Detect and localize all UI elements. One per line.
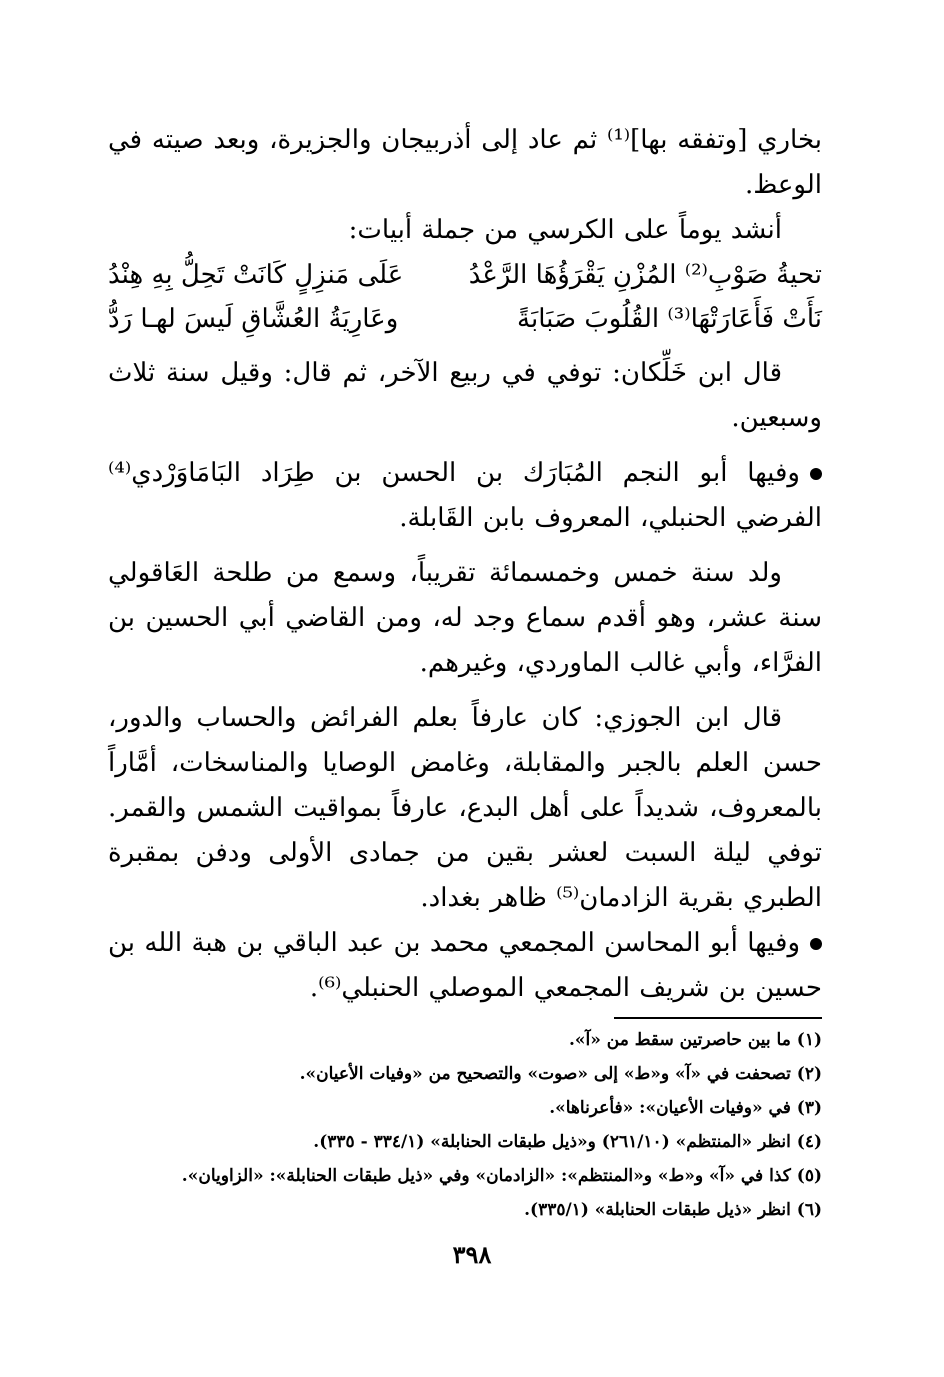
- footnote-divider: [614, 1017, 822, 1019]
- verse-line-1: [108, 253, 822, 297]
- footnote-2: (٢) تصحفت في «آ» و«ط» إلى «صوت» والتصحيح من «وفيات الأعيان».: [299, 1064, 822, 1084]
- paragraph-7: [108, 921, 822, 1011]
- verse-2-second-hemistich: وعَارِيَةُ العُشَّاقِ لَيسَ لهـا رَدُّ: [108, 304, 399, 334]
- verse-2-first-hemistich: نَأَتْ فَأَعَارَتْهَا⁽³⁾ القُلُوبَ صَبَابَةً: [517, 304, 822, 334]
- paragraph-5: ولد سنة خمس وخمسمائة تقريباً، وسمع من طلحة العَاقولي سنة عشر، وهو أقدم سماع وجد له، ومن القاضي أبي الحسين بن الفرَّاء، وأبي غالب الماوردي، وغيرهم.: [108, 558, 822, 678]
- paragraph-3: قال ابن خَلِّكان: توفي في ربيع الآخر، ثم قال: وقيل سنة ثلاث وسبعين.: [108, 358, 822, 433]
- bullet-icon: [810, 938, 822, 950]
- paragraph-4: [108, 451, 822, 541]
- footnote-4: (٤) انظر «المنتظم» (٢٦١/١٠) و«ذيل طبقات الحنابلة» (٣٣٤/١ - ٣٣٥).: [313, 1132, 822, 1152]
- verse-line-2: [108, 297, 822, 341]
- bullet-icon: [810, 468, 822, 480]
- paragraph-1: بخاري [وتفقه بها]⁽¹⁾ ثم عاد إلى أذربيجان والجزيرة، وبعد صيته في الوعظ.: [108, 125, 822, 200]
- footnotes: [108, 1023, 822, 1227]
- verse-1-second-hemistich: عَلَى مَنزِلٍ كَانَتْ تَحِلُّ بِهِ هِنْدُ: [108, 260, 404, 290]
- paragraph-6: قال ابن الجوزي: كان عارفاً بعلم الفرائض والحساب والدور، حسن العلم بالجبر والمقابلة، وغامض الوصايا والمناسخات، أمَّاراً بالمعروف، شديداً على أهل البدع، عارفاً بمواقيت الشمس والقمر. توفي ليلة السبت لعشر بقين من جمادى الأولى ودفن بمقبرة الطبري بقرية الزادمان⁽⁵⁾ ظاهر بغداد.: [108, 703, 822, 913]
- footnote-5: (٥) كذا في «آ» و«ط» و«المنتظم»: «الزادمان» وفي «ذيل طبقات الحنابلة»: «الزاويان».: [181, 1166, 822, 1186]
- page-number: ٣٩٨: [452, 1240, 492, 1269]
- paragraph-2: أنشد يوماً على الكرسي من جملة أبيات:: [348, 215, 782, 245]
- verse-1-first-hemistich: تحيةُ صَوْبِ⁽²⁾ المُزْنِ يَقْرَؤُهَا الرَّعْدُ: [468, 260, 822, 290]
- paragraph-7-text: وفيها أبو المحاسن المجمعي محمد بن عبد الباقي بن هبة الله بن حسين بن شريف المجمعي الموصلي الحنبلي⁽⁶⁾.: [108, 928, 822, 1003]
- footnote-1: (١) ما بين حاصرتين سقط من «آ».: [568, 1030, 822, 1050]
- footnote-6: (٦) انظر «ذيل طبقات الحنابلة» (٣٣٥/١).: [524, 1200, 822, 1220]
- page-body: [108, 118, 822, 1227]
- footnote-3: (٣) في «وفيات الأعيان»: «فأعرناها».: [549, 1098, 822, 1118]
- paragraph-4-text: وفيها أبو النجم المُبَارَك بن الحسن بن طِرَاد البَامَاوَرْدي⁽⁴⁾ الفرضي الحنبلي، المعروف بابن القَابلة.: [108, 458, 822, 533]
